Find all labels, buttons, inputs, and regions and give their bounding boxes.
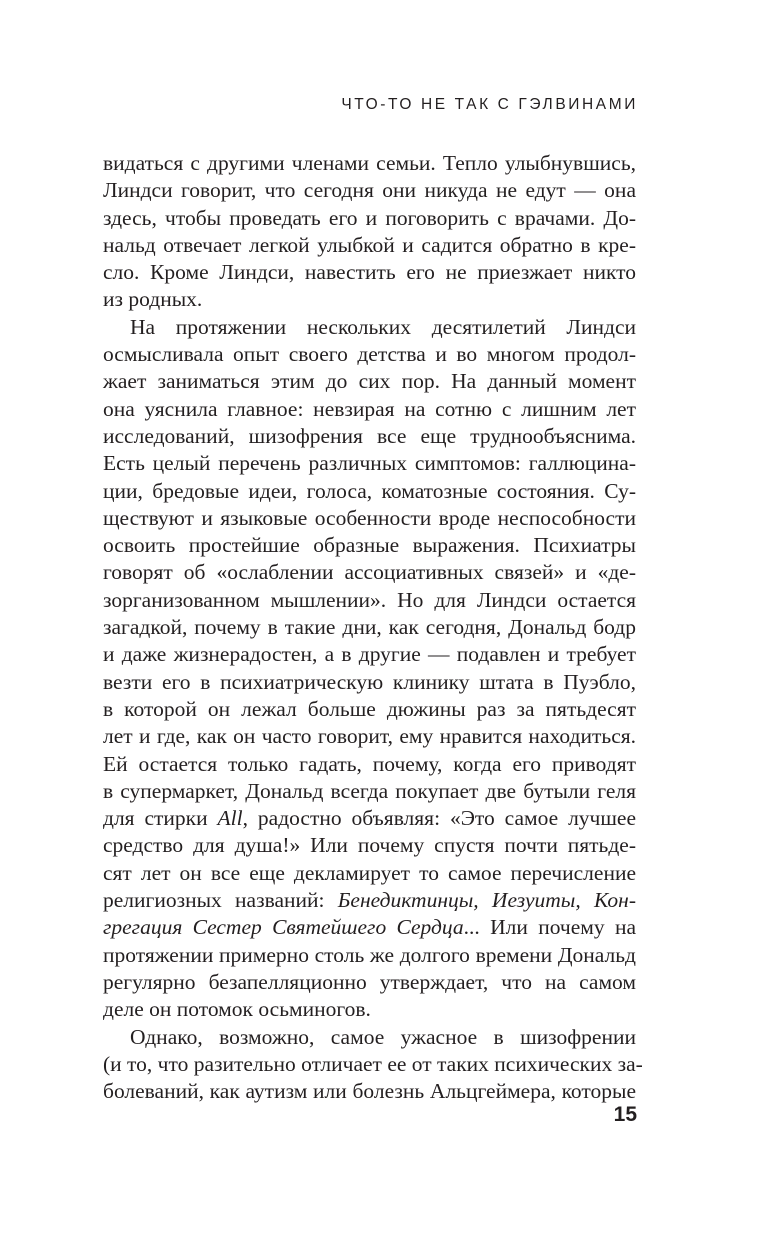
text-line: из родных.	[103, 287, 203, 312]
running-head: ЧТО-ТО НЕ ТАК С ГЭЛВИНАМИ	[341, 96, 638, 113]
text-line: нальд отвечает легкой улыбкой и садится обратно в кре-	[103, 232, 636, 257]
text-line: Есть целый перечень различных симптомов: галлюцина-	[103, 451, 636, 476]
text-line: в которой он лежал больше дюжины раз за пятьдесят	[103, 696, 636, 721]
text-line: регулярно безапелляционно утверждает, что на самом	[103, 969, 636, 994]
text-line: она уяснила главное: невзирая на сотню с лишним лет	[103, 396, 636, 421]
italic-text: грегация Сестер Святейшего Сердца	[103, 915, 464, 940]
text-line: для стирки All, радостно объявляя: «Это самое лучшее	[103, 806, 637, 831]
paragraph	[103, 150, 636, 314]
body-text	[103, 150, 643, 1105]
text-line: деле он потомок осьминогов.	[103, 997, 371, 1022]
text-line: сят лет он все еще декламирует то самое перечисление	[103, 860, 636, 885]
text-line: средство для душа!» Или почему спустя почти пятьде-	[103, 833, 636, 858]
text-line: жает заниматься этим до сих пор. На данный момент	[103, 369, 636, 394]
text-line: и даже жизнерадостен, а в другие — подавлен и требует	[103, 642, 636, 667]
text-line: грегация Сестер Святейшего Сердца... Или почему на	[103, 915, 636, 940]
text-line: здесь, чтобы проведать его и поговорить с врачами. До-	[103, 205, 636, 230]
page-number: 15	[613, 1103, 637, 1126]
paragraph	[103, 314, 636, 1024]
text-line: религиозных названий: Бенедиктинцы, Иезуиты, Кон-	[103, 888, 636, 913]
text-line: освоить простейшие образные выражения. Психиатры	[103, 533, 636, 558]
text-line: ществуют и языковые особенности вроде неспособности	[103, 505, 636, 530]
text-line: болеваний, как аутизм или болезнь Альцгеймера, которые	[103, 1079, 636, 1104]
text-line: в супермаркет, Дональд всегда покупает две бутыли геля	[103, 778, 636, 803]
text-line: загадкой, почему в такие дни, как сегодня, Дональд бодр	[103, 615, 636, 640]
text-line: На протяжении нескольких десятилетий Линдси	[130, 314, 636, 339]
text-line: говорят об «ослаблении ассоциативных связей» и «де-	[103, 560, 636, 585]
paragraph	[103, 1024, 643, 1106]
text-line: Линдси говорит, что сегодня они никуда не едут — она	[103, 178, 636, 203]
italic-text: Бенедиктинцы, Иезуиты, Кон-	[337, 888, 636, 913]
text-line: сло. Кроме Линдси, навестить его не приезжает никто	[103, 260, 636, 285]
text-line: ции, бредовые идеи, голоса, коматозные состояния. Су-	[103, 478, 636, 503]
text-line: исследований, шизофрения все еще труднообъяснима.	[103, 423, 636, 448]
text-line: (и то, что разительно отличает ее от таких психических за-	[103, 1051, 643, 1076]
text-line: Однако, возможно, самое ужасное в шизофрении	[130, 1024, 636, 1049]
text-line: протяжении примерно столь же долгого времени Дональд	[103, 942, 636, 967]
text-line: лет и где, как он часто говорит, ему нравится находиться.	[103, 724, 636, 749]
text-line: видаться с другими членами семьи. Тепло улыбнувшись,	[103, 151, 636, 175]
text-line: осмысливала опыт своего детства и во многом продол-	[103, 342, 636, 367]
italic-text: All	[217, 806, 243, 831]
text-line: везти его в психиатрическую клинику штата в Пуэбло,	[103, 669, 636, 694]
text-line: зорганизованном мышлении». Но для Линдси остается	[103, 587, 636, 612]
text-line: Ей остается только гадать, почему, когда его приводят	[103, 751, 636, 776]
